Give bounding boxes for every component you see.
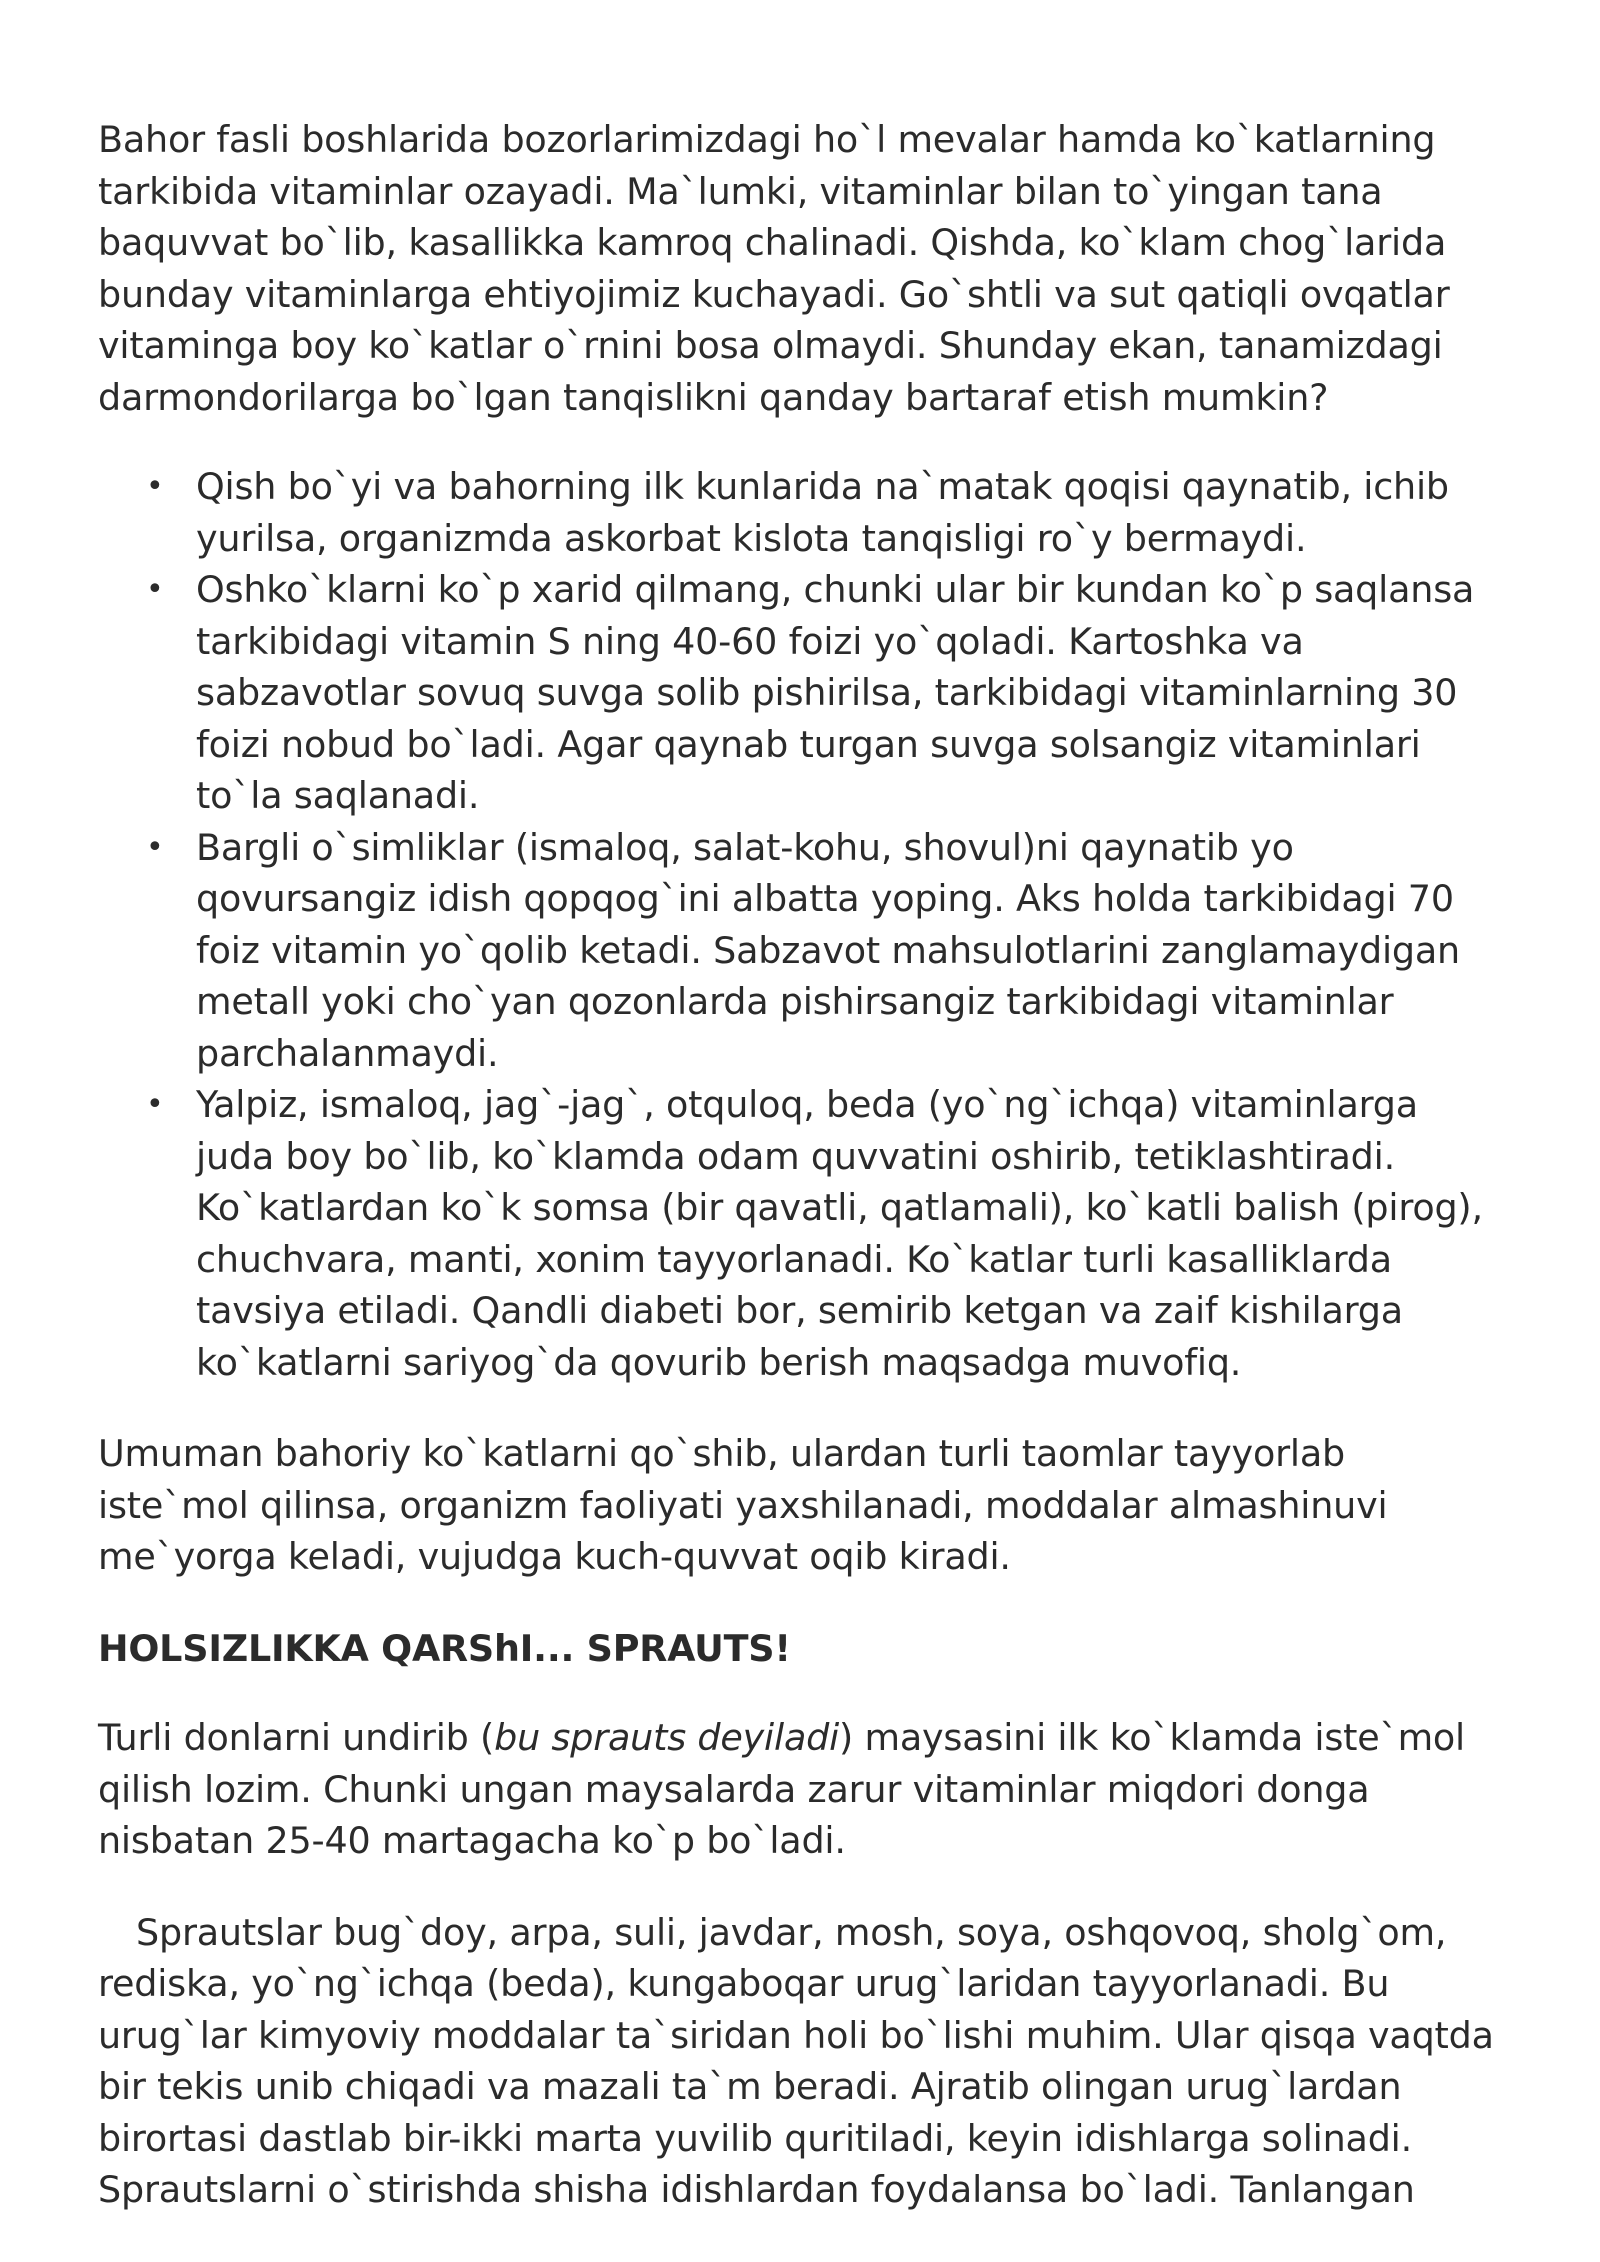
summary-paragraph: Umuman bahoriy ko`katlarni qo`shib, ulardan turli taomlar tayyorlab iste`mol qilinsa, organizm faoliyati yaxshilanadi, moddalar almashinuvi me`yorga keladi, vujudga kuch-quvvat oqib kiradi. bbox=[98, 1432, 1388, 1578]
list-item: • Yalpiz, ismaloq, jag`-jag`, otquloq, beda (yo`ng`ichqa) vitaminlarga juda boy bo`lib, ko`klamda odam quvvatini oshirib, tetiklashtiradi. Ko`katlardan ko`k somsa (bir qavatli, qatlamali), ko`katli balish (pirog), chuchvara, manti, xonim tayyorlanadi. Ko`katlar turli kasalliklarda tavsiya etiladi. Qandli diabeti bor, semirib ketgan va zaif kishilarga ko`katlarni sariyog`da qovurib berish maqsadga muvofiq. bbox=[196, 1079, 1498, 1388]
sprouts-definition: bu sprauts deyiladi bbox=[494, 1716, 840, 1759]
tips-list bbox=[98, 461, 1498, 1388]
sprouts-intro-paragraph bbox=[98, 1712, 1498, 1867]
article-body bbox=[98, 114, 1498, 2216]
list-item: • Bargli o`simliklar (ismaloq, salat-kohu, shovul)ni qaynatib yo qovursangiz idish qopqog`ini albatta yoping. Aks holda tarkibidagi 70 foiz vitamin yo`qolib ketadi. Sabzavot mahsulotlarini zanglamaydigan metall yoki cho`yan qozonlarda pishirsangiz tarkibidagi vitaminlar parchalanmaydi. bbox=[196, 822, 1498, 1080]
intro-paragraph: Bahor fasli boshlarida bozorlarimizdagi ho`l mevalar hamda ko`katlarning tarkibida vitaminlar ozayadi. Ma`lumki, vitaminlar bilan to`yingan tana baquvvat bo`lib, kasallikka kamroq chalinadi. Qishda, ko`klam chog`larida bunday vitaminlarga ehtiyojimiz kuchayadi. Go`shtli va sut qatiqli ovqatlar vitaminga boy ko`katlar o`rnini bosa olmaydi. Shunday ekan, tanamizdagi darmondorilarga bo`lgan tanqislikni qanday bartaraf etish mumkin? bbox=[98, 118, 1450, 419]
sprouts-detail-paragraph: Sprautslar bug`doy, arpa, suli, javdar, mosh, soya, oshqovoq, sholg`om, rediska, yo`ng`ichqa (beda), kungaboqar urug`laridan tayyorlanadi. Bu urug`lar kimyoviy moddalar ta`siridan holi bo`lishi muhim. Ular qisqa vaqtda bir tekis unib chiqadi va mazali ta`m beradi. Ajratib olingan urug`lardan birortasi dastlab bir-ikki marta yuvilib quritiladi, keyin idishlarga solinadi. Sprautslarni o`stirishda shisha idishlardan foydalansa bo`ladi. Tanlangan bbox=[98, 1910, 1494, 2211]
sprouts-intro-text-end: ) maysasini ilk ko`klamda iste`mol qilish lozim. Chunki ungan maysalarda zarur vitaminlar miqdori donga nisbatan 25-40 martagacha ko`p bo`ladi. bbox=[98, 1716, 1465, 1862]
sprouts-intro-text-start: Turli donlarni undirib ( bbox=[98, 1716, 495, 1759]
list-item: • Oshko`klarni ko`p xarid qilmang, chunki ular bir kundan ko`p saqlansa tarkibidagi vitamin S ning 40-60 foizi yo`qoladi. Kartoshka va sabzavotlar sovuq suvga solib pishirilsa, tarkibidagi vitaminlarning 30 foizi nobud bo`ladi. Agar qaynab turgan suvga solsangiz vitaminlari to`la saqlanadi. bbox=[196, 564, 1498, 822]
section-heading: HOLSIZLIKKA QARShI... SPRAUTS! bbox=[98, 1626, 791, 1670]
list-item: • Qish bo`yi va bahorning ilk kunlarida na`matak qoqisi qaynatib, ichib yurilsa, organizmda askorbat kislota tanqisligi ro`y bermaydi. bbox=[196, 461, 1498, 564]
